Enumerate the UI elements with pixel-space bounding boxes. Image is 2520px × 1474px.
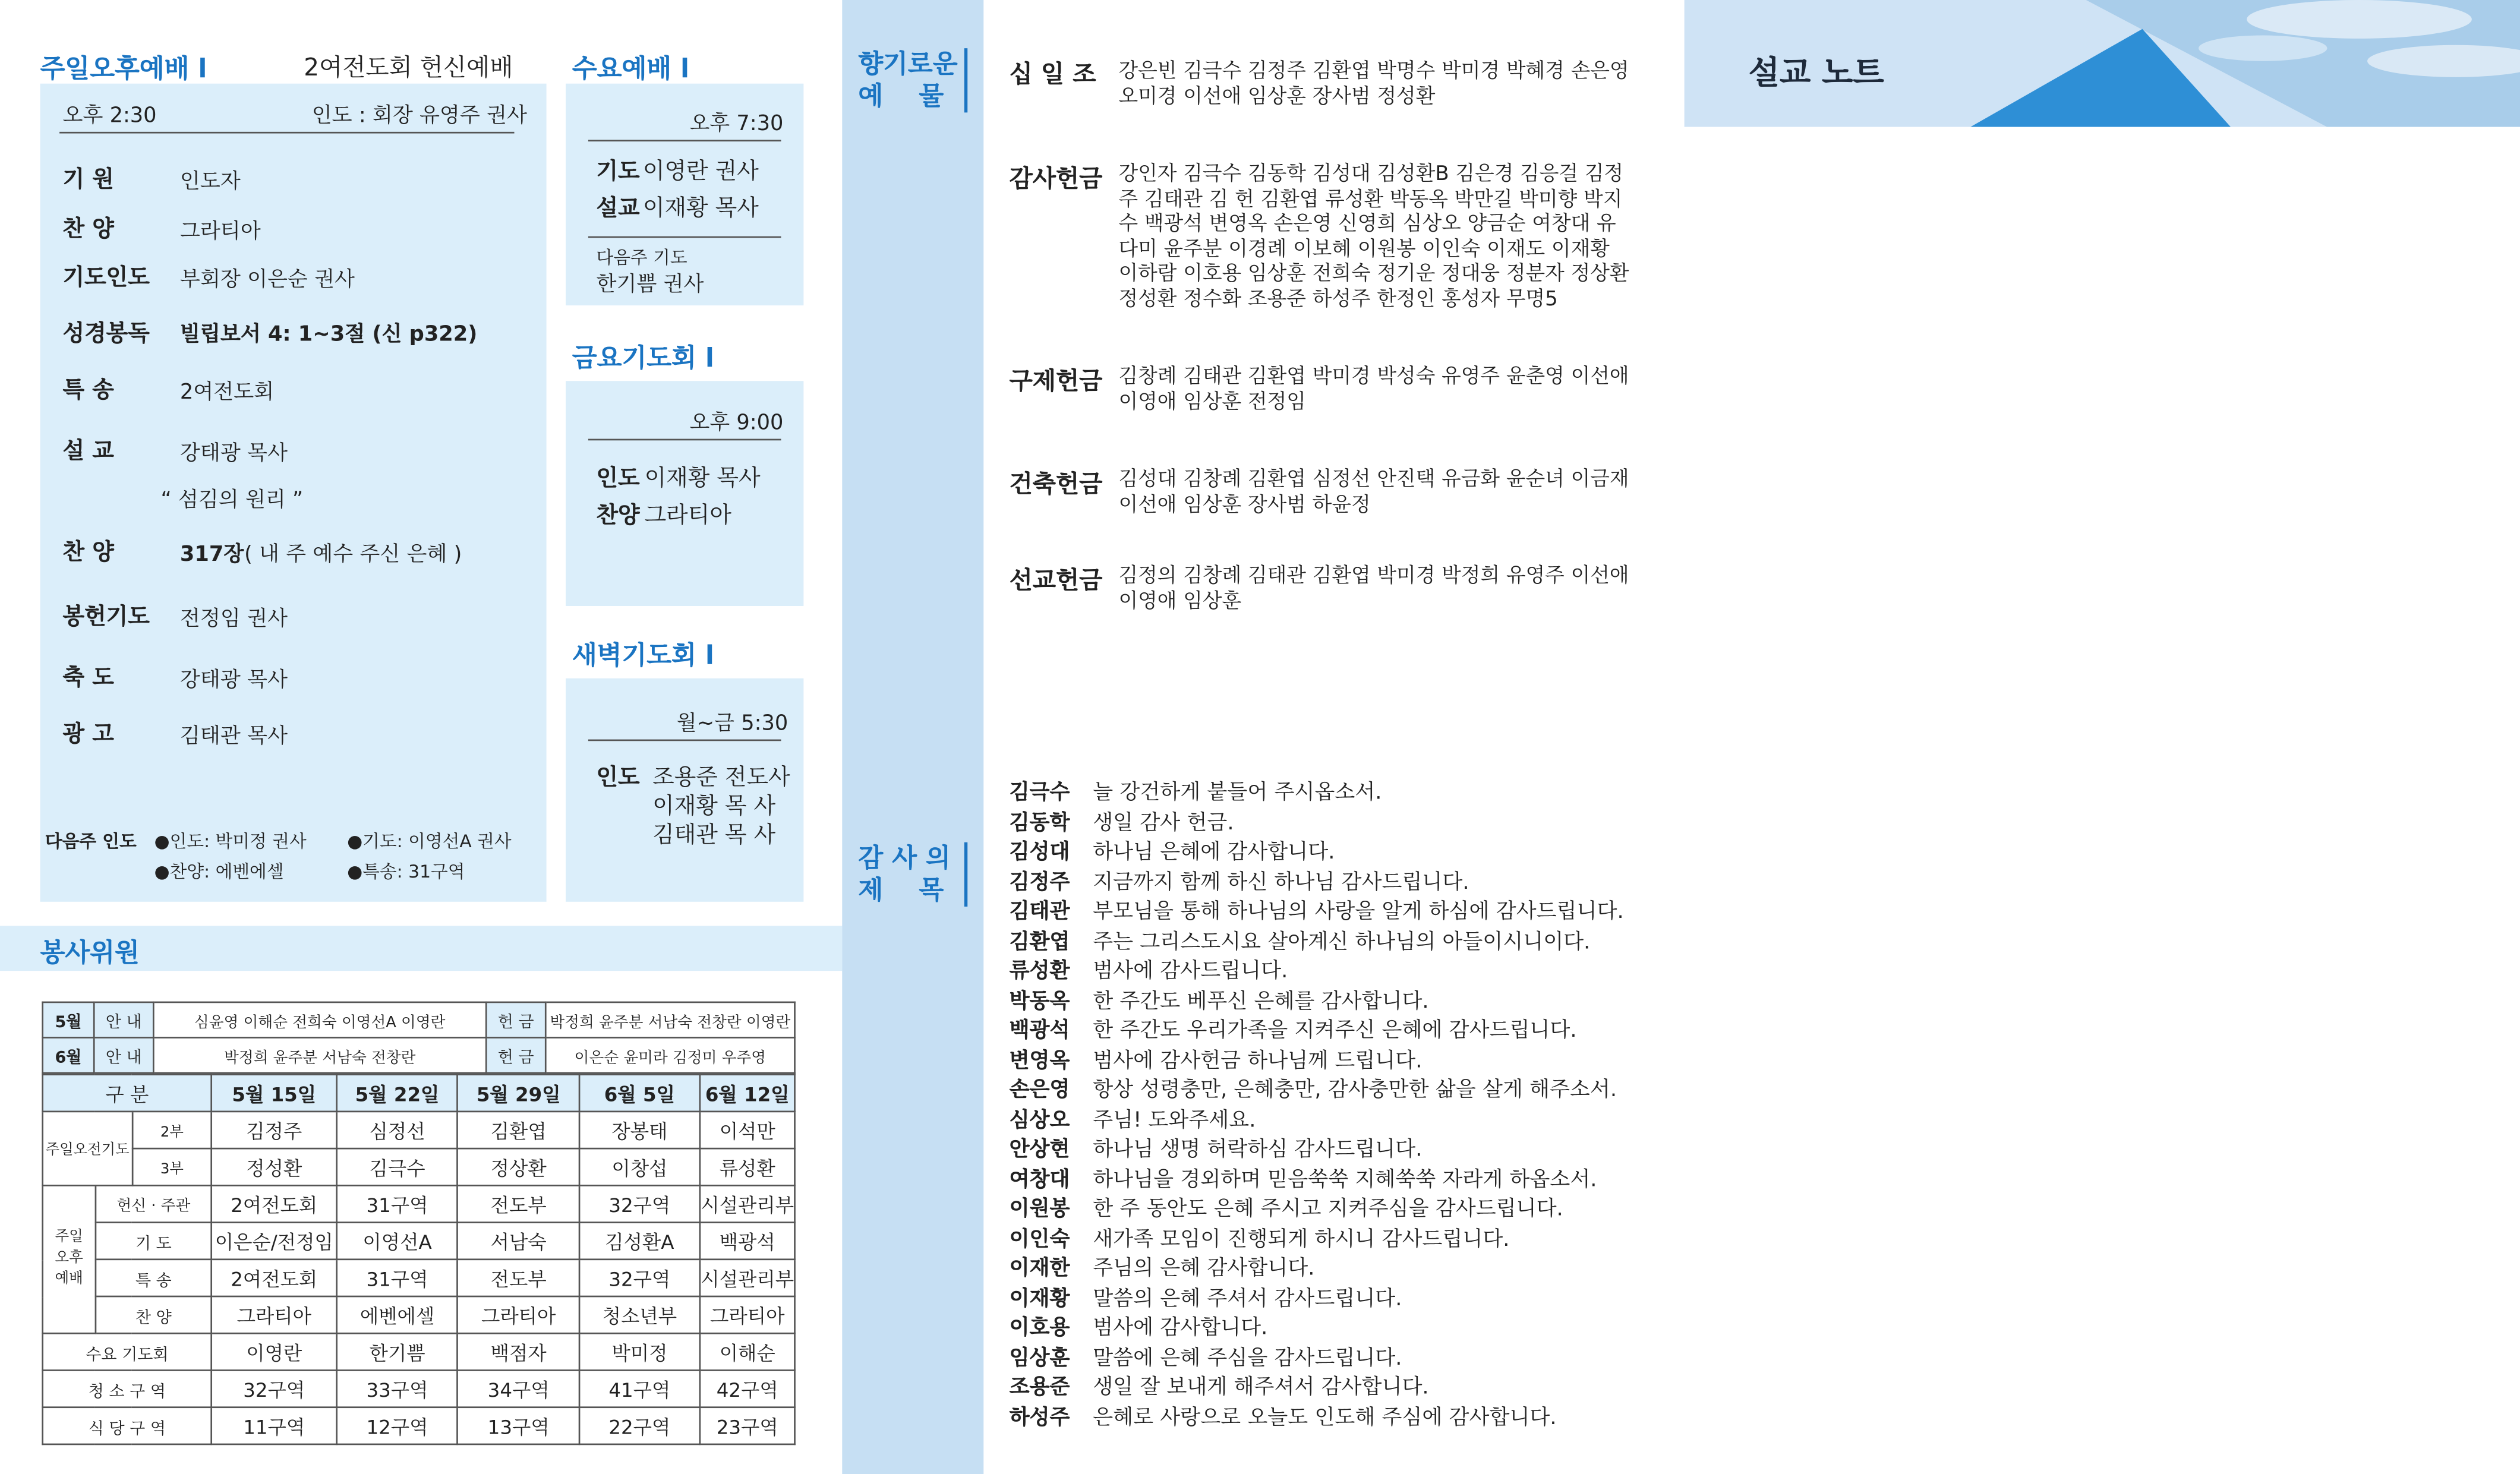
thanks-item xyxy=(1010,1374,1429,1404)
friday-lead: 이재황 목사 xyxy=(644,466,761,492)
table-cell: 한기쁨 xyxy=(336,1333,458,1370)
offering-names: 김정의 김창례 김태관 김환엽 박미경 박정희 유영주 이선애 이영애 임상훈 xyxy=(1118,562,1629,612)
dawn-leader: 김태관 목 사 xyxy=(652,823,776,849)
guide-names: 박정희 윤주분 서남숙 전창란 xyxy=(153,1037,486,1073)
thanks-name: 임상훈 xyxy=(1009,1346,1070,1371)
afternoon-label-line: 예배 xyxy=(55,1271,83,1288)
thanks-item xyxy=(1010,809,1234,839)
order-value: 강태광 목사 xyxy=(179,442,288,466)
row-label: 청 소 구 역 xyxy=(43,1370,212,1407)
duty-schedule-table xyxy=(42,1074,796,1445)
thanks-text: 범사에 감사헌금 하나님께 드립니다. xyxy=(1093,1049,1423,1073)
sermon-title: “ 섬김의 원리 ” xyxy=(160,488,304,513)
header-cell: 5월 29일 xyxy=(458,1075,579,1112)
thanks-name: 이원봉 xyxy=(1009,1197,1070,1222)
offering-label: 선교헌금 xyxy=(1009,566,1103,595)
table-row xyxy=(43,1333,795,1370)
order-value: 김태관 목사 xyxy=(179,725,288,749)
divider xyxy=(588,740,781,741)
row-sub-label: 2부 xyxy=(133,1112,212,1148)
row-group-label xyxy=(43,1185,96,1333)
table-cell: 2여전도회 xyxy=(212,1260,336,1296)
order-label: 광 고 xyxy=(62,721,114,748)
thanks-text: 하나님 생명 허락하심 감사드립니다. xyxy=(1093,1138,1423,1163)
table-cell: 13구역 xyxy=(458,1407,579,1444)
next-week-item: ●기도: 이영선A 권사 xyxy=(347,831,512,852)
table-cell: 김극수 xyxy=(336,1148,458,1185)
thanks-item xyxy=(1010,1077,1617,1107)
table-cell: 그라티아 xyxy=(458,1296,579,1333)
table-cell: 12구역 xyxy=(336,1407,458,1444)
row-label: 식 당 구 역 xyxy=(43,1407,212,1444)
thanks-name: 김환엽 xyxy=(1009,930,1070,954)
divider xyxy=(588,140,781,141)
dawn-leader: 이재황 목 사 xyxy=(652,794,776,820)
thanks-item xyxy=(1010,1137,1423,1166)
table-cell: 이석만 xyxy=(700,1112,794,1148)
thanks-item xyxy=(1010,1166,1597,1196)
wednesday-time: 오후 7:30 xyxy=(689,112,784,137)
thanks-text: 항상 성령충만, 은혜충만, 감사충만한 삶을 살게 해주소서. xyxy=(1093,1078,1617,1103)
table-cell: 장봉태 xyxy=(579,1112,700,1148)
row-group-label: 주일오전기도 xyxy=(43,1112,133,1185)
thanks-name: 변영옥 xyxy=(1009,1049,1070,1073)
order-label: 기도인도 xyxy=(62,265,150,291)
table-cell: 시설관리부 xyxy=(700,1260,794,1296)
wednesday-pray: 이영란 권사 xyxy=(642,159,759,185)
thanks-title-line: 제 목 xyxy=(858,874,944,905)
thanks-item xyxy=(1010,1285,1402,1315)
table-cell: 정상환 xyxy=(458,1148,579,1185)
table-cell: 34구역 xyxy=(458,1370,579,1407)
row-label: 수요 기도회 xyxy=(43,1333,212,1370)
thanks-item xyxy=(1010,898,1624,928)
thanks-text: 부모님을 통해 하나님의 사랑을 알게 하심에 감사드립니다. xyxy=(1093,900,1624,924)
table-cell: 청소년부 xyxy=(579,1296,700,1333)
thanks-text: 늘 강건하게 붙들어 주시옵소서. xyxy=(1093,781,1382,806)
table-row xyxy=(43,1260,795,1296)
thanks-name: 이호용 xyxy=(1009,1316,1070,1341)
row-sub-label: 헌신 · 주관 xyxy=(96,1185,212,1222)
thanks-text: 하나님을 경외하며 믿음쑥쑥 지혜쑥쑥 자라게 하옵소서. xyxy=(1093,1167,1597,1192)
offering-names: 강은빈 김극수 김정주 김환엽 박명수 박미경 박혜경 손은영 오미경 이선애 임상훈 장사범 정성환 xyxy=(1118,58,1629,108)
thanks-text: 주님의 은혜 감사합니다. xyxy=(1093,1257,1315,1282)
dawn-title: 새벽기도회 l xyxy=(572,639,714,671)
table-cell: 이영선A xyxy=(336,1223,458,1260)
table-cell: 이영란 xyxy=(212,1333,336,1370)
offering-names: 박정희 윤주분 서남숙 전창란 이영란 xyxy=(545,1002,794,1038)
thanks-name: 박동옥 xyxy=(1009,989,1070,1014)
table-cell: 22구역 xyxy=(579,1407,700,1444)
table-cell: 2여전도회 xyxy=(212,1185,336,1222)
order-value: 빌립보서 4: 1~3절 (신 p322) xyxy=(179,323,478,348)
table-cell: 이은순/전정임 xyxy=(212,1223,336,1260)
title-bar xyxy=(964,842,967,907)
table-cell: 23구역 xyxy=(700,1407,794,1444)
table-row xyxy=(43,1185,795,1222)
offering-names: 이은순 윤미라 김정미 우주영 xyxy=(545,1037,794,1073)
row-sub-label: 특 송 xyxy=(96,1260,212,1296)
header-cell: 5월 22일 xyxy=(336,1075,458,1112)
table-cell: 백점자 xyxy=(458,1333,579,1370)
thanks-text: 범사에 감사합니다. xyxy=(1093,1316,1268,1341)
guide-label: 안 내 xyxy=(94,1002,153,1038)
thanks-name: 김태관 xyxy=(1009,900,1070,924)
thanks-name: 이재한 xyxy=(1009,1257,1070,1282)
friday-praise: 그라티아 xyxy=(644,503,731,529)
offerings-title-line: 예 물 xyxy=(858,80,944,111)
thanks-text: 주님! 도와주세요. xyxy=(1093,1108,1256,1133)
wednesday-pray-label: 기도 xyxy=(596,159,640,185)
title-bar xyxy=(964,48,967,112)
thanks-item xyxy=(1010,1404,1557,1434)
table-cell: 류성환 xyxy=(700,1148,794,1185)
wednesday-sermon-label: 설교 xyxy=(596,196,640,222)
offering-label: 십 일 조 xyxy=(1009,59,1096,89)
table-cell: 31구역 xyxy=(336,1185,458,1222)
order-value: 강태광 목사 xyxy=(179,668,288,693)
thanks-item xyxy=(1010,1315,1268,1344)
month-cell: 5월 xyxy=(43,1002,94,1038)
thanks-title-line: 감 사 의 xyxy=(858,842,951,873)
next-week-item: ●찬양: 에벤에셀 xyxy=(154,861,284,883)
thanks-text: 주는 그리스도시요 살아계신 하나님의 아들이시니이다. xyxy=(1093,930,1591,954)
thanks-item xyxy=(1010,1047,1423,1077)
friday-time: 오후 9:00 xyxy=(689,411,784,436)
next-week-label: 다음주 인도 xyxy=(45,831,137,852)
order-label: 봉헌기도 xyxy=(62,604,150,630)
thanks-text: 새가족 모임이 진행되게 하시니 감사드립니다. xyxy=(1093,1227,1510,1252)
order-value: 전정임 권사 xyxy=(179,607,288,632)
thanks-name: 여창대 xyxy=(1009,1167,1070,1192)
table-row xyxy=(43,1148,795,1185)
thanks-text: 하나님 은혜에 감사합니다. xyxy=(1093,841,1335,865)
offering-label: 헌 금 xyxy=(486,1037,545,1073)
thanks-name: 안상현 xyxy=(1009,1138,1070,1163)
month-cell: 6월 xyxy=(43,1037,94,1073)
offering-label: 구제헌금 xyxy=(1009,366,1103,396)
thanks-name: 이인숙 xyxy=(1009,1227,1070,1252)
thanks-name: 심상오 xyxy=(1009,1108,1070,1133)
monthly-duty-table xyxy=(42,1002,796,1074)
guide-label: 안 내 xyxy=(94,1037,153,1073)
order-value: 2여전도회 xyxy=(179,381,275,405)
sunday-pm-leader: 인도 : 회장 유영주 권사 xyxy=(311,104,527,129)
table-cell: 32구역 xyxy=(579,1260,700,1296)
order-value: 317장 xyxy=(179,543,244,568)
thanks-text: 생일 잘 보내게 해주셔서 감사합니다. xyxy=(1093,1375,1429,1400)
wednesday-title: 수요예배 l xyxy=(572,53,690,84)
table-cell: 32구역 xyxy=(579,1185,700,1222)
thanks-text: 한 주간도 베푸신 은혜를 감사합니다. xyxy=(1093,989,1429,1014)
table-row xyxy=(43,1370,795,1407)
dawn-leader: 조용준 전도사 xyxy=(652,765,790,791)
thanks-item xyxy=(1010,779,1382,809)
offerings-title-line: 향기로운 xyxy=(858,48,958,79)
table-cell: 시설관리부 xyxy=(700,1185,794,1222)
table-cell: 김환엽 xyxy=(458,1112,579,1148)
divider xyxy=(588,439,781,441)
order-label: 기 원 xyxy=(62,167,114,193)
order-label: 설 교 xyxy=(62,438,114,465)
dawn-time: 월~금 5:30 xyxy=(676,712,789,737)
thanks-name: 김극수 xyxy=(1009,781,1070,806)
order-value: 부회장 이은순 권사 xyxy=(179,268,355,293)
thanks-name: 하성주 xyxy=(1009,1406,1070,1430)
friday-lead-label: 인도 xyxy=(596,466,640,492)
header-cell: 5월 15일 xyxy=(212,1075,336,1112)
table-cell: 33구역 xyxy=(336,1370,458,1407)
thanks-name: 손은영 xyxy=(1009,1078,1070,1103)
offering-names: 김성대 김창례 김환엽 심정선 안진택 유금화 윤순녀 이금재 이선애 임상훈 장사범 하윤정 xyxy=(1118,466,1629,516)
thanks-name: 이재황 xyxy=(1009,1286,1070,1311)
header-cell: 6월 5일 xyxy=(579,1075,700,1112)
order-label: 특 송 xyxy=(62,377,114,404)
table-cell: 32구역 xyxy=(212,1370,336,1407)
sermon-note-title: 설교 노트 xyxy=(1748,53,1884,92)
table-row xyxy=(43,1112,795,1148)
table-cell: 그라티아 xyxy=(212,1296,336,1333)
thanks-section-title xyxy=(858,842,951,907)
section-band xyxy=(842,0,983,1474)
thanks-item xyxy=(1010,1196,1563,1226)
table-cell: 정성환 xyxy=(212,1148,336,1185)
wednesday-next: 한기쁨 권사 xyxy=(596,273,704,298)
thanks-item xyxy=(1010,928,1591,958)
table-cell: 심정선 xyxy=(336,1112,458,1148)
divider xyxy=(588,236,781,238)
order-value: 인도자 xyxy=(179,170,241,195)
table-row xyxy=(43,1223,795,1260)
thanks-item xyxy=(1010,1018,1577,1047)
thanks-text: 말씀의 은혜 주셔서 감사드립니다. xyxy=(1093,1286,1402,1311)
thanks-item xyxy=(1010,958,1288,988)
service-committee-title: 봉사위원 xyxy=(40,937,140,968)
table-cell: 백광석 xyxy=(700,1223,794,1260)
sunday-pm-time: 오후 2:30 xyxy=(62,104,157,129)
table-cell: 41구역 xyxy=(579,1370,700,1407)
offering-label: 헌 금 xyxy=(486,1002,545,1038)
thanks-item xyxy=(1010,1344,1402,1374)
hymn-note: ( 내 주 예수 주신 은혜 ) xyxy=(244,543,462,568)
thanks-item xyxy=(1010,869,1469,898)
thanks-text: 지금까지 함께 하신 하나님 감사드립니다. xyxy=(1093,870,1469,895)
header-cell: 구 분 xyxy=(43,1075,212,1112)
table-cell: 박미정 xyxy=(579,1333,700,1370)
guide-names: 심윤영 이해순 전희숙 이영선A 이영란 xyxy=(153,1002,486,1038)
order-label: 찬 양 xyxy=(62,217,114,243)
table-cell: 이해순 xyxy=(700,1333,794,1370)
thanks-name: 김정주 xyxy=(1009,870,1070,895)
thanks-name: 조용준 xyxy=(1009,1375,1070,1400)
table-header-row xyxy=(43,1075,795,1112)
thanks-item xyxy=(1010,839,1335,869)
order-value: 그라티아 xyxy=(179,220,261,245)
table-cell: 이창섭 xyxy=(579,1148,700,1185)
wednesday-sermon: 이재황 목사 xyxy=(642,196,759,222)
header-cell: 6월 12일 xyxy=(700,1075,794,1112)
sermon-note-header xyxy=(1685,0,2520,127)
offering-names: 강인자 김극수 김동학 김성대 김성환B 김은경 김응걸 김정주 김태관 김 헌 김환엽 류성환 박동옥 박만길 박미향 박지수 백광석 변영옥 손은영 신영희 심상오 양금순 여창대 유다미 윤주분 이경례 이보혜 이원봉 이인숙 이재도 이재황 이하람 이호용 임상훈 전희숙 정기운 정대웅 정분자 정상환 정성환 정수화 조용준 하성주 한정인 홍성자 무명5 xyxy=(1118,160,1629,311)
friday-praise-label: 찬양 xyxy=(596,503,640,529)
thanks-text: 범사에 감사드립니다. xyxy=(1093,959,1288,984)
thanks-text: 한 주 동안도 은혜 주시고 지켜주심을 감사드립니다. xyxy=(1093,1197,1563,1222)
sunday-pm-title: 주일오후예배 l xyxy=(40,53,207,84)
table-row xyxy=(43,1002,795,1038)
table-cell: 전도부 xyxy=(458,1260,579,1296)
table-cell: 에벤에셀 xyxy=(336,1296,458,1333)
thanks-item xyxy=(1010,1255,1315,1285)
thanks-item xyxy=(1010,988,1429,1018)
offerings-section-title xyxy=(858,48,957,112)
wednesday-next-label: 다음주 기도 xyxy=(596,247,687,269)
thanks-text: 말씀에 은혜 주심을 감사드립니다. xyxy=(1093,1346,1402,1371)
table-cell: 31구역 xyxy=(336,1260,458,1296)
afternoon-label-line: 주일 xyxy=(55,1229,83,1246)
table-cell: 전도부 xyxy=(458,1185,579,1222)
sunday-pm-subtitle: 2여전도회 헌신예배 xyxy=(304,53,513,82)
table-cell: 42구역 xyxy=(700,1370,794,1407)
thanks-name: 류성환 xyxy=(1009,959,1070,984)
table-cell: 김정주 xyxy=(212,1112,336,1148)
table-row xyxy=(43,1296,795,1333)
next-week-item: ●특송: 31구역 xyxy=(347,861,465,883)
thanks-text: 은혜로 사랑으로 오늘도 인도해 주심에 감사합니다. xyxy=(1093,1406,1557,1430)
table-row xyxy=(43,1407,795,1444)
offering-label: 감사헌금 xyxy=(1009,163,1103,193)
order-label: 성경봉독 xyxy=(62,321,150,348)
offering-names: 김창례 김태관 김환엽 박미경 박성숙 유영주 윤춘영 이선애 이영애 임상훈 전정임 xyxy=(1118,363,1629,413)
thanks-item xyxy=(1010,1107,1256,1137)
friday-title: 금요기도회 l xyxy=(572,342,714,373)
thanks-text: 한 주간도 우리가족을 지켜주신 은혜에 감사드립니다. xyxy=(1093,1019,1577,1043)
afternoon-label-line: 오후 xyxy=(55,1250,83,1267)
order-label: 축 도 xyxy=(62,665,114,692)
next-week-item: ●인도: 박미정 권사 xyxy=(154,831,307,852)
row-sub-label: 찬 양 xyxy=(96,1296,212,1333)
thanks-name: 김동학 xyxy=(1009,810,1070,835)
thanks-name: 김성대 xyxy=(1009,841,1070,865)
thanks-item xyxy=(1010,1226,1510,1255)
thanks-text: 생일 감사 헌금. xyxy=(1093,810,1234,835)
row-sub-label: 3부 xyxy=(133,1148,212,1185)
divider xyxy=(59,132,514,134)
dawn-lead-label: 인도 xyxy=(596,765,640,791)
thanks-name: 백광석 xyxy=(1009,1019,1070,1043)
table-row xyxy=(43,1037,795,1073)
row-sub-label: 기 도 xyxy=(96,1223,212,1260)
offering-label: 건축헌금 xyxy=(1009,469,1103,498)
table-cell: 그라티아 xyxy=(700,1296,794,1333)
order-label: 찬 양 xyxy=(62,540,114,566)
table-cell: 김성환A xyxy=(579,1223,700,1260)
table-cell: 서남숙 xyxy=(458,1223,579,1260)
table-cell: 11구역 xyxy=(212,1407,336,1444)
